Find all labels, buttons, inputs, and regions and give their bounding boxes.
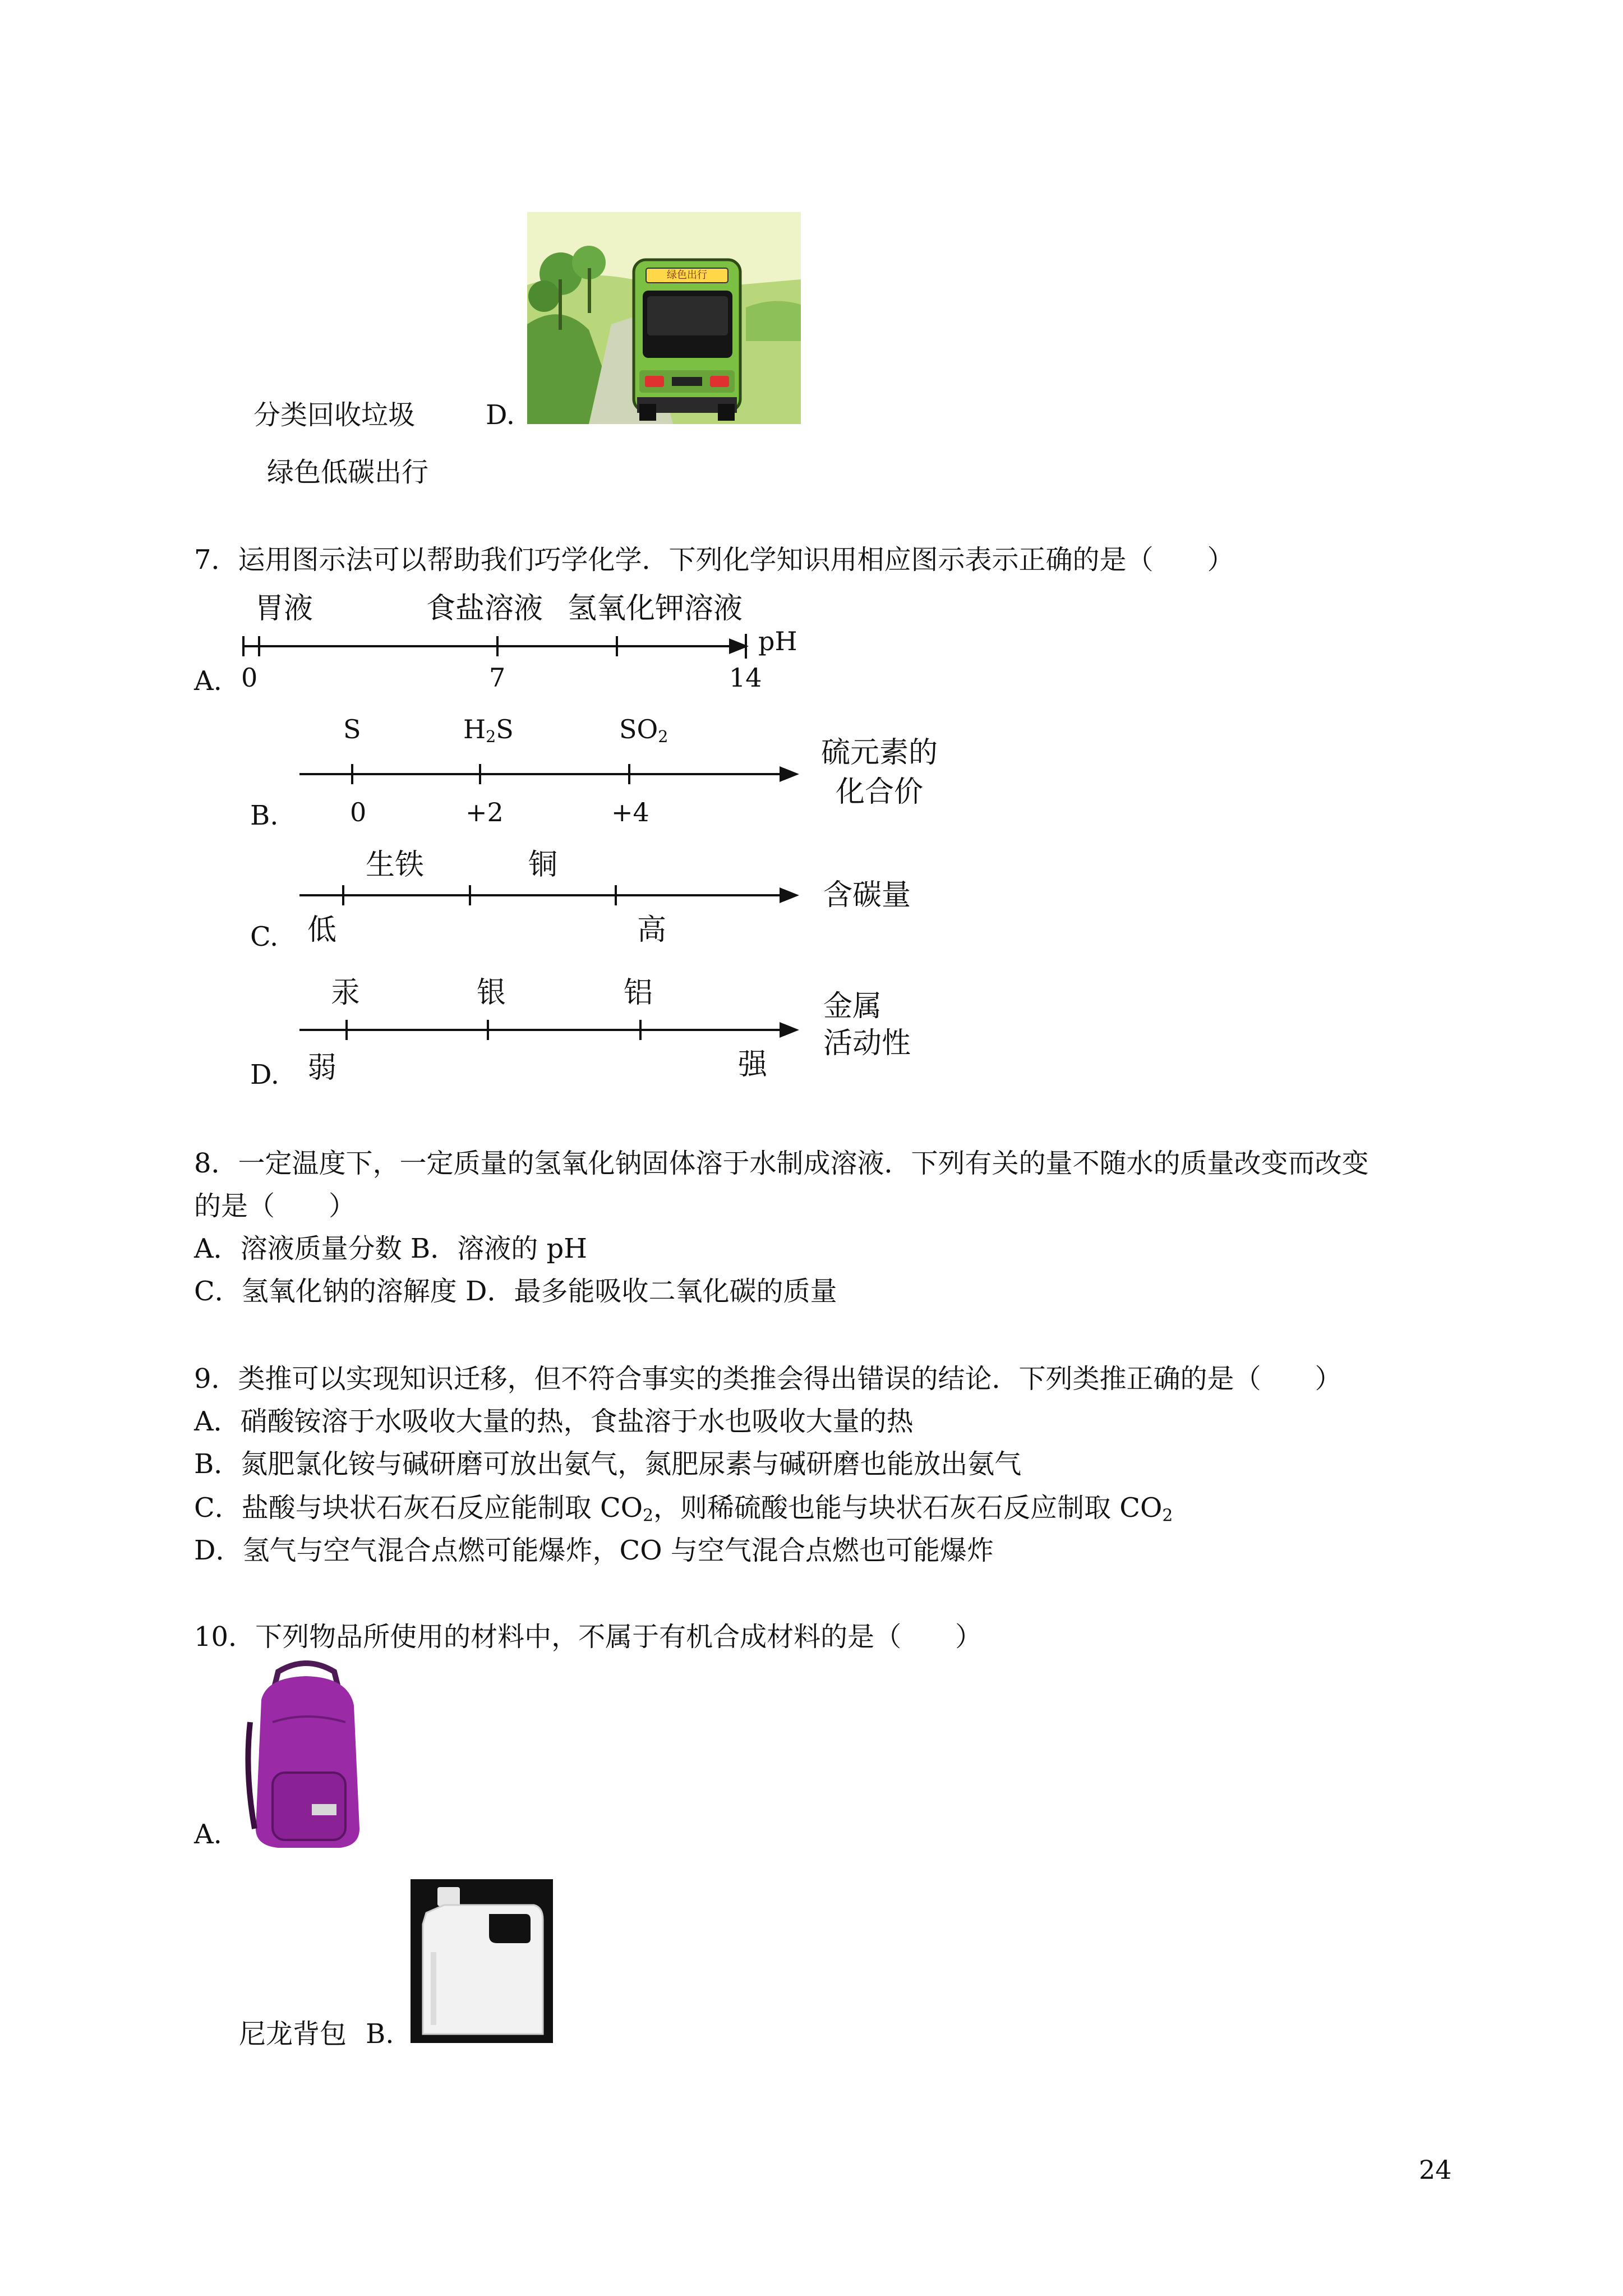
diagram-c-top-1: 生铁 (366, 848, 425, 882)
diagram-d-top-3: 铝 (624, 976, 653, 1010)
diagram-a-top-1: 胃液 (255, 592, 313, 625)
bus-image (527, 212, 801, 424)
valence-number-line (292, 752, 813, 797)
diagram-d-low: 弱 (307, 1051, 337, 1085)
diagram-a-label: A. (194, 665, 222, 697)
diagram-a-top-3: 氢氧化钾溶液 (568, 592, 743, 625)
diagram-b-label: B. (250, 800, 279, 831)
question-9-option-b: B．氮肥氯化铵与碱研磨可放出氨气，氮肥尿素与碱研磨也能放出氨气 (194, 1448, 1022, 1480)
question-9-option-c: C．盐酸与块状石灰石反应能制取 $CO_2$，则稀硫酸也能与块状石灰石反应制取 $CO_2$ (194, 1492, 1173, 1526)
question-9-stem: 9．类推可以实现知识迁移，但不符合事实的类推会得出错误的结论．下列类推正确的是（ ） (194, 1363, 1342, 1395)
question-10-stem: 10．下列物品所使用的材料中，不属于有机合成材料的是（ ） (194, 1621, 983, 1653)
activity-number-line (292, 1007, 813, 1052)
diagram-b-top-s: S (343, 714, 361, 744)
plastic-jug-image (411, 1879, 553, 2043)
option-d-caption: 绿色低碳出行 (267, 457, 429, 488)
diagram-c-top-2: 铜 (528, 848, 558, 882)
question-10-option-a-caption: 尼龙背包 (239, 2018, 347, 2050)
diagram-c-low: 低 (307, 913, 337, 947)
option-c-caption: 分类回收垃圾 (253, 399, 416, 431)
option-d-label: D. (486, 399, 515, 431)
diagram-d-top-2: 银 (477, 976, 506, 1010)
diagram-c-high: 高 (637, 913, 667, 947)
question-9-option-a: A．硝酸铵溶于水吸收大量的热，食盐溶于水也吸收大量的热 (194, 1406, 914, 1437)
diagram-c-label: C. (250, 921, 279, 953)
diagram-b-tick-0: 0 (350, 797, 367, 827)
bus-sign: 绿色出行 (667, 269, 707, 281)
diagram-d-axis-name-2: 活动性 (823, 1027, 911, 1060)
diagram-a-tick-14: 14 (729, 662, 762, 693)
diagram-d-high: 强 (738, 1048, 768, 1082)
diagram-b-top-h2s: $H_2S$ (463, 714, 514, 747)
carbon-number-line (292, 873, 813, 918)
diagram-b-axis-name-2: 化合价 (836, 775, 924, 809)
diagram-d-axis-name-1: 金属 (823, 990, 882, 1023)
page-number: 24 (1419, 2155, 1452, 2185)
diagram-a-axis-name: pH (758, 626, 797, 656)
question-10-option-b-label: B. (366, 2018, 394, 2050)
diagram-a-top-2: 食盐溶液 (426, 592, 543, 625)
question-7-stem: 7．运用图示法可以帮助我们巧学化学．下列化学知识用相应图示表示正确的是（ ） (194, 544, 1234, 576)
diagram-d-top-1: 汞 (331, 976, 361, 1010)
diagram-a-tick-7: 7 (489, 662, 506, 693)
diagram-b-tick-4: +4 (611, 797, 649, 827)
diagram-b-axis-name-1: 硫元素的 (821, 736, 938, 770)
diagram-b-tick-2: +2 (465, 797, 504, 827)
question-8-stem-line-1: 8．一定温度下，一定质量的氢氧化钠固体溶于水制成溶液．下列有关的量不随水的质量改变而改变 (194, 1148, 1369, 1179)
question-9-option-d: D．氢气与空气混合点燃可能爆炸，CO 与空气混合点燃也可能爆炸 (194, 1535, 994, 1566)
diagram-b-top-so2: $SO_2$ (619, 714, 668, 747)
question-10-option-a-label: A. (194, 1819, 222, 1850)
diagram-a-tick-0: 0 (241, 662, 258, 693)
diagram-d-label: D. (250, 1059, 280, 1091)
backpack-image (239, 1660, 374, 1851)
question-8-options-ab: A．溶液质量分数 B．溶液的 pH (194, 1233, 588, 1264)
question-8-stem-line-2: 的是（ ） (194, 1190, 356, 1222)
diagram-c-axis-name: 含碳量 (823, 878, 911, 912)
question-8-options-cd: C．氢氧化钠的溶解度 D．最多能吸收二氧化碳的质量 (194, 1276, 837, 1307)
